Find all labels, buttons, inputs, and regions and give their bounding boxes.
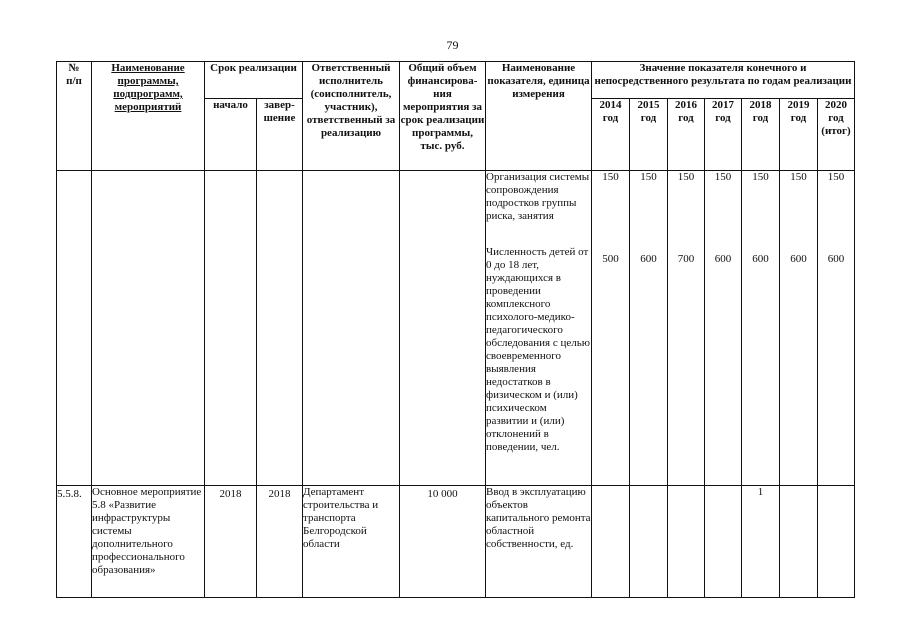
value-cell	[818, 486, 855, 598]
header-year-2018: 2018 год	[742, 99, 780, 171]
header-period: Срок реализации	[205, 62, 303, 99]
value-cell: 150 500	[592, 171, 630, 486]
value-cell: 150 600	[780, 171, 818, 486]
table-row	[57, 486, 855, 598]
value-cell: 150 600	[630, 171, 668, 486]
value-cell	[592, 486, 630, 598]
indicator-cell	[486, 171, 592, 486]
header-end: завер- шение	[257, 99, 303, 171]
header-year-2015: 2015 год	[630, 99, 668, 171]
indicator-text: Организация системы сопровождения подростков группы риска, занятия	[486, 171, 590, 222]
header-year-2020: 2020 год (итог)	[818, 99, 855, 171]
value-cell: 1	[742, 486, 780, 598]
value-cell	[630, 486, 668, 598]
header-indicator: Наименование показателя, единица измерения	[486, 62, 592, 171]
header-financing: Общий объем финансирова-ния мероприятия за срок реализации программы, тыс. руб.	[400, 62, 486, 171]
executor: Департамент строительства и транспорта Белгородской области	[303, 486, 400, 598]
page-number: 79	[446, 38, 459, 52]
header-year-2014: 2014 год	[592, 99, 630, 171]
header-year-2017: 2017 год	[705, 99, 742, 171]
value-cell	[780, 486, 818, 598]
header-year-2016: 2016 год	[668, 99, 705, 171]
header-number: № п/п	[57, 62, 92, 171]
indicator-text: Численность детей от 0 до 18 лет, нуждающихся в проведении комплексного психолого-медико-педагогического обследования с целью своевременного выявления недостатков в физическом и (или) психическом развитии и (или) отклонений в поведении, чел.	[486, 246, 590, 453]
value-cell	[668, 486, 705, 598]
header-start: начало	[205, 99, 257, 171]
table-row	[57, 171, 855, 486]
financing-amount: 10 000	[400, 486, 486, 598]
header-executor: Ответственный исполнитель (соисполнитель, участник), ответственный за реализацию	[303, 62, 400, 171]
program-table	[56, 61, 855, 598]
value-cell: 150 600	[818, 171, 855, 486]
value-cell	[705, 486, 742, 598]
value-cell: 150 600	[742, 171, 780, 486]
header-values-title: Значение показателя конечного и непосредственного результата по годам реализации	[592, 62, 855, 99]
header-year-2019: 2019 год	[780, 99, 818, 171]
header-name: Наименование программы, подпрограмм, мероприятий	[92, 62, 205, 171]
start-year: 2018	[205, 486, 257, 598]
end-year: 2018	[257, 486, 303, 598]
row-number: 5.5.8.	[57, 486, 92, 598]
activity-name: Основное мероприятие 5.8 «Развитие инфраструктуры системы дополнительного профессионального образования»	[92, 486, 205, 598]
indicator-text: Ввод в эксплуатацию объектов капитального ремонта областной собственности, ед.	[486, 486, 592, 598]
value-cell: 150 700	[668, 171, 705, 486]
value-cell: 150 600	[705, 171, 742, 486]
